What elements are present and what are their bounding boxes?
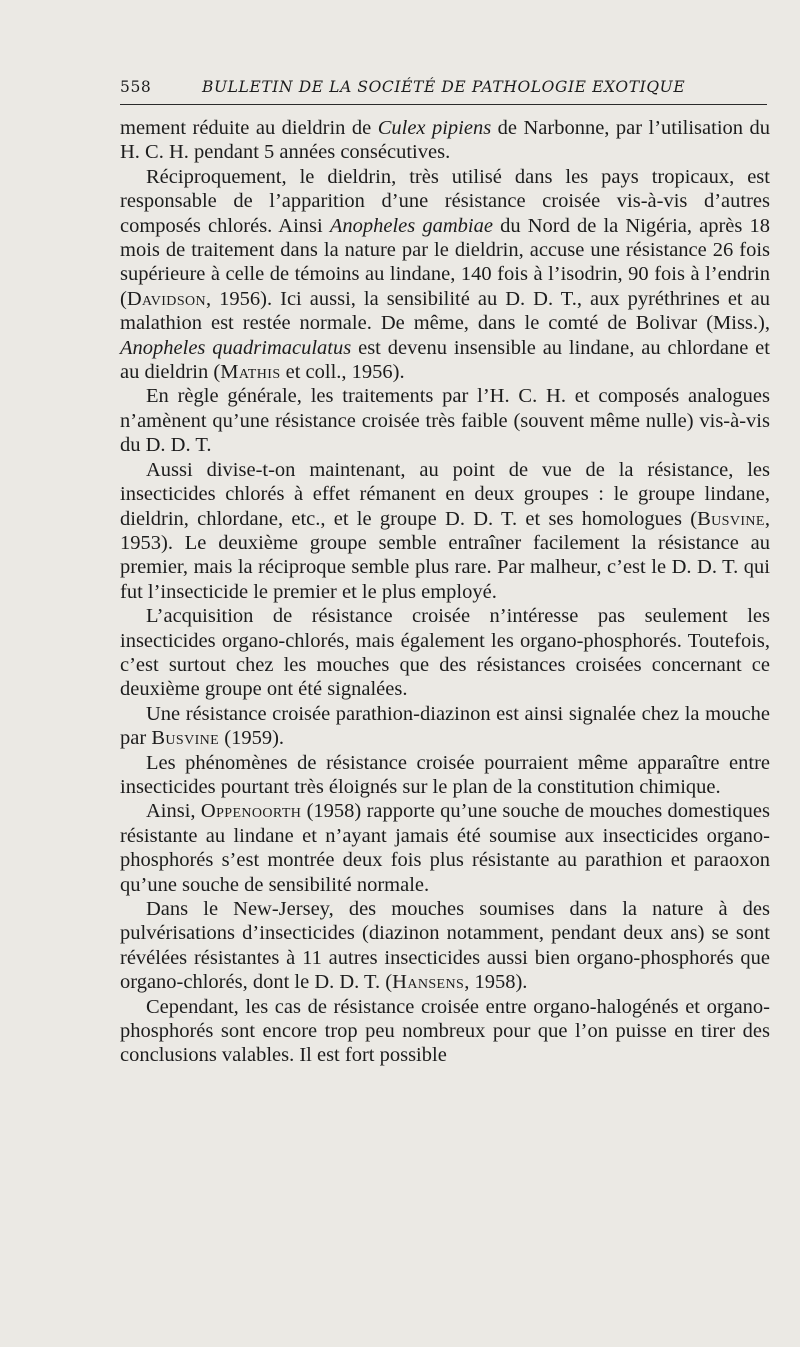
page-header	[120, 72, 767, 100]
paragraph-9: Dans le New-Jersey, des mouches soumises dans la nature à des pulvérisations d’insecticides (diazinon notamment, pendant deux ans) se sont révélées résistantes à 11 autres insecticides aussi bien organo-phosphorés que organo-chlorés, dont le D. D. T. (Hansens, 1958).	[120, 898, 770, 994]
species-name: Culex pipiens	[377, 117, 492, 139]
paragraph-1: mement réduite au dieldrin de Culex pipiens de Narbonne, par l’utilisation du H. C. H. pendant 5 années consécutives.	[120, 117, 770, 164]
author-citation: Oppenoorth	[200, 800, 302, 823]
species-name: Anopheles gambiae	[329, 214, 493, 237]
author-citation: Busvine	[697, 507, 765, 530]
header-rule	[120, 104, 767, 105]
paragraph-4: Aussi divise-t-on maintenant, au point de vue de la résistance, les insecticides chlorés à effet rémanent en deux groupes : le groupe lindane, dieldrin, chlordane, etc., et le groupe D. D. T. et ses homologues (Busvine, 1953). Le deuxième groupe semble entraîner facilement la résistance au premier, mais la réciproque semble plus rare. Par malheur, c’est le D. D. T. qui fut l’insecticide le premier et le plus employé.	[120, 458, 770, 603]
species-name: Anopheles quadrimaculatus	[120, 336, 352, 359]
paragraph-8: Ainsi, Oppenoorth (1958) rapporte qu’une souche de mouches domestiques résistante au lindane et n’ayant jamais été soumise aux insecticides organo-phosphorés s’est montrée deux fois plus résistante au parathion et paraoxon qu’une souche de sensibilité normale.	[120, 800, 770, 896]
paragraph-10: Cependant, les cas de résistance croisée entre organo-halogénés et organo-phosphorés sont encore trop peu nombreux pour que l’on puisse en tirer des conclusions valables. Il est fort possible	[120, 995, 770, 1067]
paragraph-3: En règle générale, les traitements par l’H. C. H. et composés analogues n’amènent qu’une résistance croisée très faible (souvent même nulle) vis-à-vis du D. D. T.	[120, 385, 770, 457]
author-citation: Busvine	[151, 727, 220, 750]
running-title: BULLETIN DE LA SOCIÉTÉ DE PATHOLOGIE EXOTIQUE	[202, 78, 686, 96]
page-number: 558	[120, 78, 152, 96]
body-text	[120, 116, 770, 1068]
paragraph-2: Réciproquement, le dieldrin, très utilisé dans les pays tropicaux, est responsable de l’apparition d’une résistance croisée vis-à-vis d’autres composés chlorés. Ainsi Anopheles gambiae du Nord de la Nigéria, après 18 mois de traitement dans la nature par le dieldrin, accuse une résistance 26 fois supérieure à celle de témoins au lindane, 140 fois à l’isodrin, 90 fois à l’endrin (Davidson, 1956). Ici aussi, la sensibilité au D. D. T., aux pyréthrines et au malathion est restée normale. De même, dans le comté de Bolivar (Miss.), Anopheles quadrimaculatus est devenu insensible au lindane, au chlordane et au dieldrin (Mathis et coll., 1956).	[120, 165, 771, 384]
author-citation: Davidson	[126, 287, 207, 310]
author-citation: Mathis	[220, 361, 281, 384]
author-citation: Hansens	[392, 971, 465, 994]
paragraph-7: Les phénomènes de résistance croisée pourraient même apparaître entre insecticides pourtant très éloignés sur le plan de la constitution chimique.	[120, 751, 770, 798]
paragraph-5: L’acquisition de résistance croisée n’intéresse pas seulement les insecticides organo-chlorés, mais également les organo-phosphorés. Toutefois, c’est surtout chez les mouches que des résistances croisées concernant ce deuxième groupe ont été signalées.	[120, 605, 770, 701]
paragraph-6: Une résistance croisée parathion-diazinon est ainsi signalée chez la mouche par Busvine (1959).	[120, 702, 770, 750]
